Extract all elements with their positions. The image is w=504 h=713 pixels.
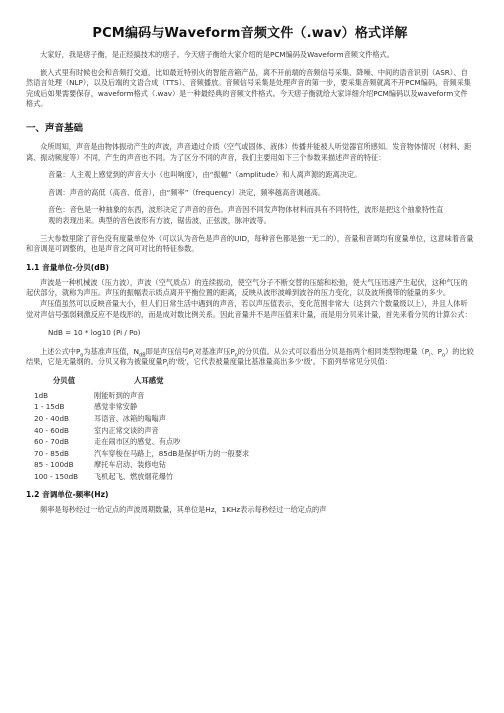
decibel-intro-paragraph: 声压值虽然可以反映音量大小，但人们日常生活中遇到的声音，若以声压值表示，变化范围非常大（达到六个数量级以上），并且人体听觉对声信号强弱刺激反应不是线形的，而是成对数比例关系。因此音量并不是声压值来计量，而是用分贝来计量，首先来看分贝的计算公式：	[26, 298, 472, 319]
table-row	[34, 471, 249, 483]
subsection-heading-frequency: 1.2 音调单位-频率(Hz)	[26, 489, 109, 499]
table-header-decibel: 分贝值	[52, 375, 76, 385]
table-cell-range: 1dB	[34, 390, 49, 400]
section-heading-sound-basics: 一、声音基础	[26, 122, 84, 134]
frequency-paragraph: 频率是每秒经过一给定点的声波周期数量，其单位是Hz，1KHz表示每秒经过一给定点的声	[40, 504, 327, 514]
table-cell-desc: 室内正常交谈的声音	[94, 425, 159, 435]
table-row	[34, 390, 249, 402]
table-row	[34, 401, 249, 413]
table-row	[34, 448, 249, 460]
table-cell-desc: 刚能听到的声音	[94, 390, 145, 400]
table-cell-range: 40 - 60dB	[34, 425, 69, 435]
sound-basics-paragraph: 众所周知，声音是由物体振动产生的声波，声音通过介质（空气或固体、液体）传播并能被人听觉器官所感知。发音物体情况（材料、距离、振动频度等）不同，产生的声音也不同。为了区分不同的声音，我们主要用如下三个参数来描述声音的特征：	[26, 141, 472, 162]
table-cell-range: 60 - 70dB	[34, 437, 69, 447]
subsection-heading-decibel: 1.1 音量单位-分贝(dB)	[26, 262, 109, 272]
table-row	[34, 436, 249, 448]
table-row	[34, 413, 249, 425]
table-cell-desc: 走在闹市区的感觉、有点吵	[94, 437, 181, 447]
table-cell-range: 1 - 15dB	[34, 402, 65, 412]
table-cell-desc: 摩托车启动、装修电钻	[94, 460, 166, 470]
sound-pressure-paragraph: 声波是一种机械波（压力波），声波（空气质点）的连续振动，使空气分子不断交替的压缩和松弛，使大气压迅速产生起伏，这种气压的起伏部分，就称为声压。声压的振幅表示质点离开平衡位置的距离，反映从波形波峰到波谷的压力变化，以及波所携带的能量的多少。	[26, 277, 468, 298]
table-cell-desc: 感觉非常安静	[94, 402, 138, 412]
table-cell-range: 20 - 40dB	[34, 414, 69, 424]
table-row	[34, 425, 249, 437]
table-header-perception: 人耳感觉	[134, 375, 164, 385]
table-cell-range: 70 - 85dB	[34, 448, 69, 458]
table-cell-desc: 汽车穿梭在马路上，85dB是保护听力的一般要求	[94, 448, 250, 458]
quote-volume: 音量：人主观上感觉到的声音大小（也叫响度），由“振幅”（amplitude）和人离声源的距离决定。	[48, 170, 362, 180]
table-cell-range: 85 - 100dB	[34, 460, 74, 470]
intro-paragraph-2: 嵌入式里有时候也会和音频打交道，比如最近特别火的智能音箱产品，离不开前端的音频信号采集、降噪、中间的语音识别（ASR）、自然语言处理（NLP），以及后端的文语合成（TTS）、音频播放。音频信号采集是处理声音的第一步，要采集音频就离不开PCM编码，音频采集完成后如果需要保存，waveform格式（.wav）是一种最经典的音频文件格式。今天痞子衡就给大家详细介绍PCM编码以及waveform文件格式。	[26, 67, 471, 109]
decibel-formula: NdB = 10 * log10 (Pi / Po)	[48, 328, 141, 338]
intro-paragraph-1: 大家好，我是痞子衡，是正经搞技术的痞子。今天痞子衡给大家介绍的是PCM编码及Waveform音频文件格式。	[40, 50, 394, 59]
table-row	[34, 459, 249, 471]
table-cell-desc: 耳语音、冰箱的嗡嗡声	[94, 414, 166, 424]
three-parameters-paragraph: 三大参数里除了音色没有度量单位外（可以认为音色是声音的UID，每种音色都是独一无二的），音量和音调均有度量单位，这意味着音量和音调是可调整的，也是声音之间可对比的特征参数。	[26, 233, 474, 254]
decibel-table	[34, 375, 249, 483]
page-title: PCM编码与Waveform音频文件（.wav）格式详解	[92, 26, 408, 41]
quote-timbre: 音色：音色是一种抽象的东西，波形决定了声音的音色。声音因不同发声物体材料而具有不同特性，波形是把这个抽象特性直观的表现出来。典型的音色波形有方波，锯齿波，正弦波，脉冲波等。	[48, 205, 444, 225]
quote-pitch: 音调：声音的高低（高音、低音），由“频率”（frequency）决定，频率越高音调越高。	[48, 187, 326, 197]
table-cell-range: 100 - 150dB	[34, 472, 79, 482]
table-header-row	[34, 375, 249, 390]
table-cell-desc: 飞机起飞、燃放烟花爆竹	[94, 472, 174, 482]
formula-explanation-paragraph: 上述公式中$P_o$为基准声压值，$N_{dB}$即是声压信号$P_i$对基准声压$P_o$的分贝值。从公式可以看出分贝是指两个相同类型物理量（$P_i$、$P_o$）的比较结果，它是无量纲的。分贝又称为被量度量$P_i$的'级'，它代表被量度量比基准量高出多少'级'。下面列举常见分贝值：	[26, 346, 474, 369]
